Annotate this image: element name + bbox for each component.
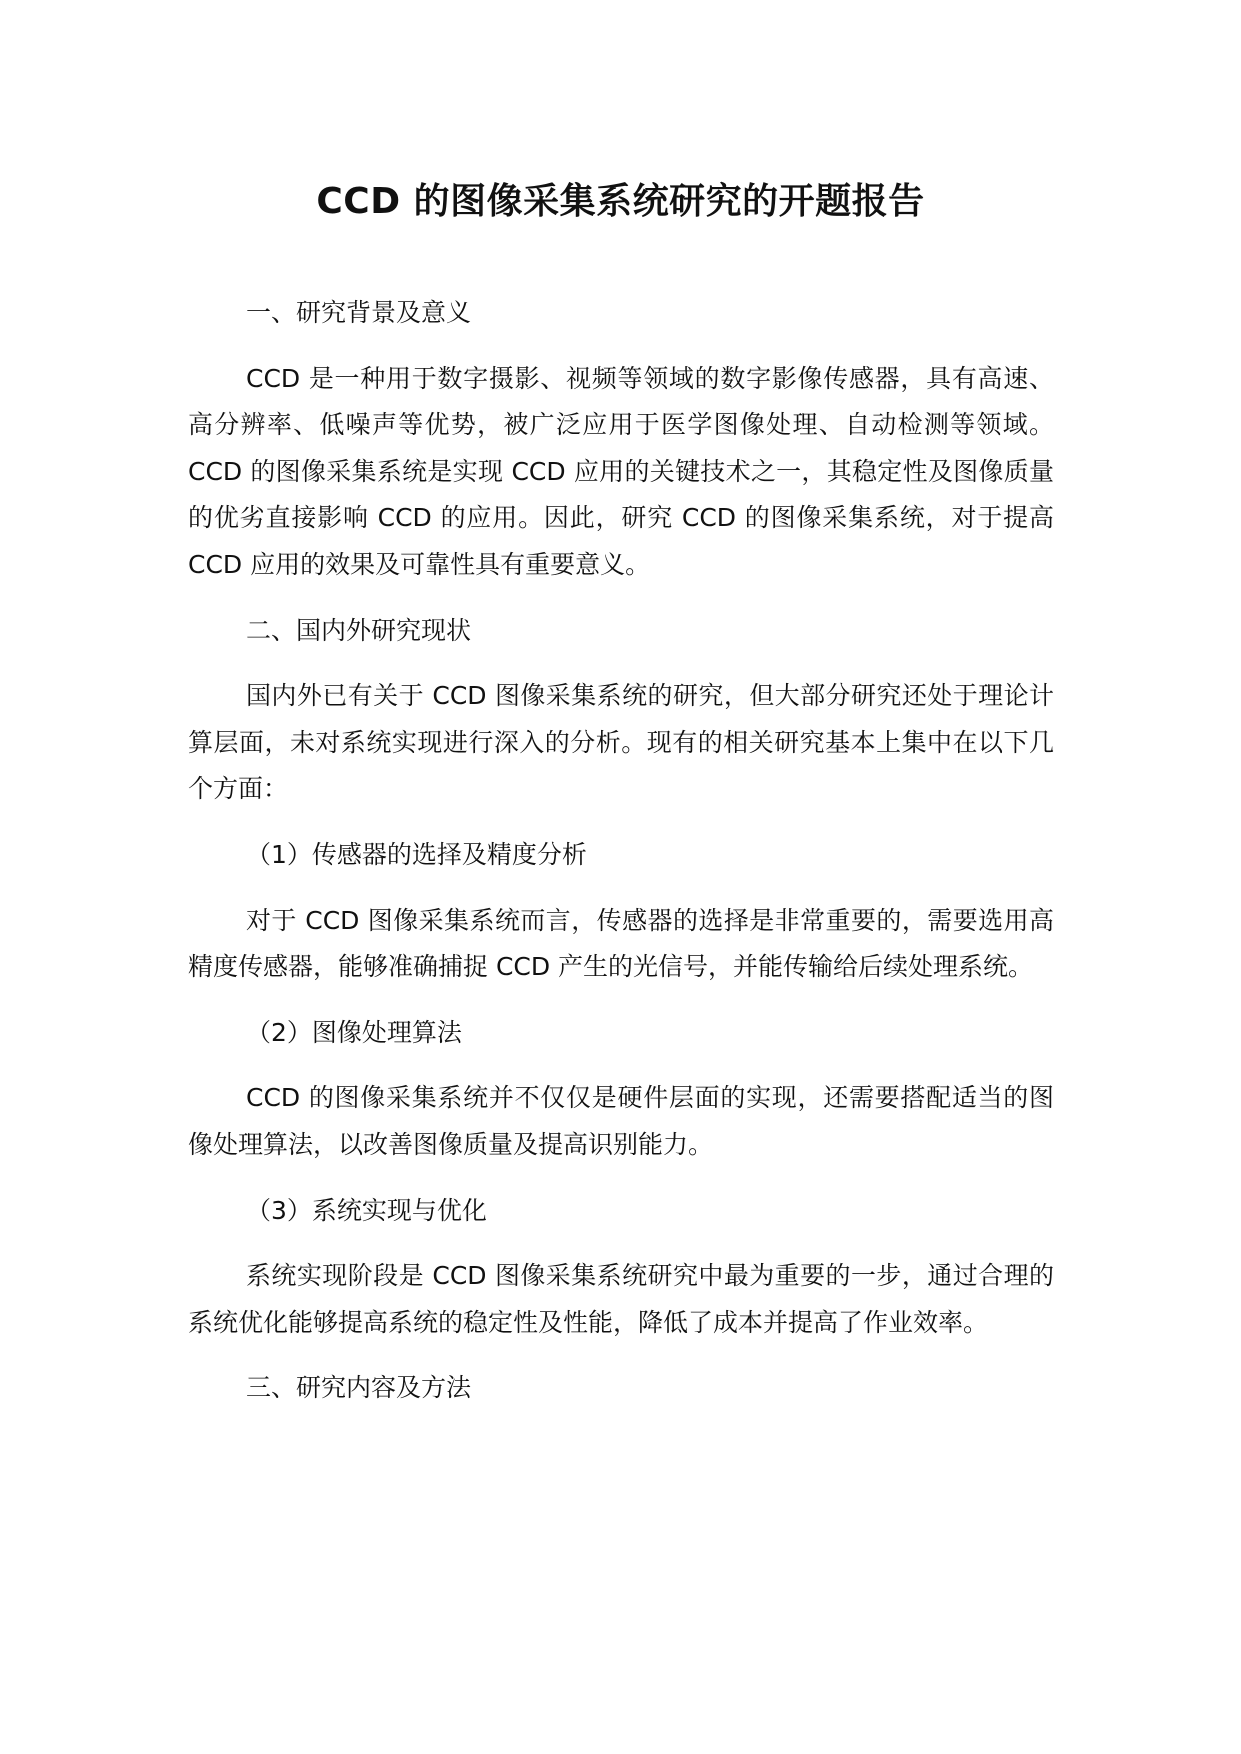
section-heading-content-method: 三、研究内容及方法 xyxy=(246,1373,472,1403)
document-title: CCD 的图像采集系统研究的开题报告 xyxy=(316,181,925,222)
subsection-text-sensor: 对于 CCD 图像采集系统而言，传感器的选择是非常重要的，需要选用高精度传感器，能够准确捕捉 CCD 产生的光信号，并能传输给后续处理系统。 xyxy=(188,905,1054,982)
section-paragraph-background: CCD 是一种用于数字摄影、视频等领域的数字影像传感器，具有高速、高分辨率、低噪声等优势，被广泛应用于医学图像处理、自动检测等领域。CCD 的图像采集系统是实现 CCD 应用的关键技术之一，其稳定性及图像质量的优劣直接影响 CCD 的应用。因此，研究 CCD 的图像采集系统，对于提高 CCD 应用的效果及可靠性具有重要意义。 xyxy=(188,363,1054,579)
subsection-label-sensor: （1）传感器的选择及精度分析 xyxy=(246,839,587,869)
section-paragraph-status: 国内外已有关于 CCD 图像采集系统的研究，但大部分研究还处于理论计算层面，未对系统实现进行深入的分析。现有的相关研究基本上集中在以下几个方面： xyxy=(188,681,1054,804)
subsection-text-implementation: 系统实现阶段是 CCD 图像采集系统研究中最为重要的一步，通过合理的系统优化能够提高系统的稳定性及性能，降低了成本并提高了作业效率。 xyxy=(188,1261,1054,1337)
subsection-label-algorithm: （2）图像处理算法 xyxy=(246,1017,462,1047)
document-body xyxy=(188,290,1054,1431)
subsection-label-implementation: （3）系统实现与优化 xyxy=(246,1195,487,1225)
section-heading-background: 一、研究背景及意义 xyxy=(246,298,472,327)
section-heading-status: 二、国内外研究现状 xyxy=(246,615,472,645)
subsection-text-algorithm: CCD 的图像采集系统并不仅仅是硬件层面的实现，还需要搭配适当的图像处理算法，以改善图像质量及提高识别能力。 xyxy=(188,1083,1054,1159)
